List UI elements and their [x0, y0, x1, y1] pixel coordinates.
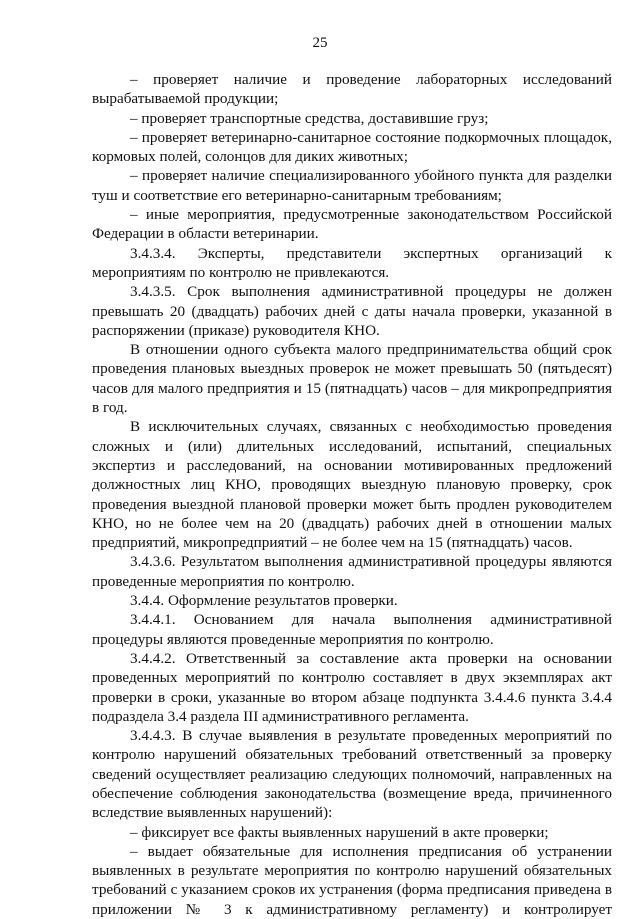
- paragraph-3-4-4: 3.4.4. Оформление результатов проверки.: [130, 592, 398, 610]
- paragraph-issue-orders: – выдает обязательные для исполнения предписания об устранении выявленных в результате мероприятия по контролю нарушений обязательных требований с указанием сроков их устранения (форма предписания приведена в приложении № 3 к административному регламенту) и контролирует: [92, 842, 612, 918]
- paragraph-3-4-4-3: 3.4.4.3. В случае выявления в результате проведенных мероприятий по контролю нарушений обязательных требований ответственный за проверку сведений осуществляет реализацию следующих полномочий, направленных на обеспечение соблюдения законодательства (возмещение вреда, причиненного вследствие выявленных нарушений):: [92, 727, 612, 822]
- paragraph-3-4-3-4: 3.4.3.4. Эксперты, представители экспертных организаций к мероприятиям по контролю не привлекаются.: [92, 244, 612, 281]
- paragraph-record-violations: – фиксирует все факты выявленных нарушений в акте проверки;: [130, 823, 549, 841]
- paragraph-3-4-3-6: 3.4.3.6. Результатом выполнения административной процедуры являются проведенные мероприятия по контролю.: [92, 553, 612, 590]
- paragraph-3-4-4-2: 3.4.4.2. Ответственный за составление акта проверки на основании проведенных мероприятий по контролю составляет в двух экземплярах акт проверки в сроки, указанные во втором абзаце подпункта 3.4.4.6 пункта 3.4.4 подраздела 3.4 раздела III административного регламента.: [92, 649, 612, 725]
- paragraph-small-business-limit: В отношении одного субъекта малого предпринимательства общий срок проведения плановых выездных проверок не может превышать 50 (пятьдесят) часов для малого предприятия и 15 (пятнадцать) часов – для микропредприятия в год.: [92, 341, 612, 417]
- page-number: 25: [312, 35, 328, 51]
- paragraph-transport-check: – проверяет транспортные средства, доставившие груз;: [130, 109, 489, 127]
- paragraph-lab-check: – проверяет наличие и проведение лабораторных исследований вырабатываемой продукции;: [92, 71, 612, 108]
- paragraph-slaughter-point-check: – проверяет наличие специализированного убойного пункта для разделки туш и соответствие его ветеринарно-санитарным требованиям;: [92, 167, 612, 204]
- paragraph-exceptional-cases: В исключительных случаях, связанных с необходимостью проведения сложных и (или) длительных исследований, испытаний, специальных экспертиз и расследований, на основании мотивированных предложений должностных лиц КНО, проводящих выездную плановую проверку, срок проведения выездной плановой проверки может быть продлен руководителем КНО, но не более чем на 20 (двадцать) рабочих дней в отношении малых предприятий, микропредприятий – не более чем на 15 (пятнадцать) часов.: [92, 418, 612, 552]
- document-body: [92, 70, 612, 919]
- paragraph-other-measures: – иные мероприятия, предусмотренные законодательством Российской Федерации в области ветеринарии.: [92, 206, 612, 243]
- paragraph-feeding-sites-check: – проверяет ветеринарно-санитарное состояние подкормочных площадок, кормовых полей, солонцов для диких животных;: [92, 128, 612, 166]
- paragraph-3-4-3-5: 3.4.3.5. Срок выполнения административной процедуры не должен превышать 20 (двадцать) рабочих дней с даты начала проверки, указанной в распоряжении (приказе) руководителя КНО.: [92, 283, 612, 339]
- paragraph-3-4-4-1: 3.4.4.1. Основанием для начала выполнения административной процедуры являются проведенные мероприятия по контролю.: [92, 611, 612, 648]
